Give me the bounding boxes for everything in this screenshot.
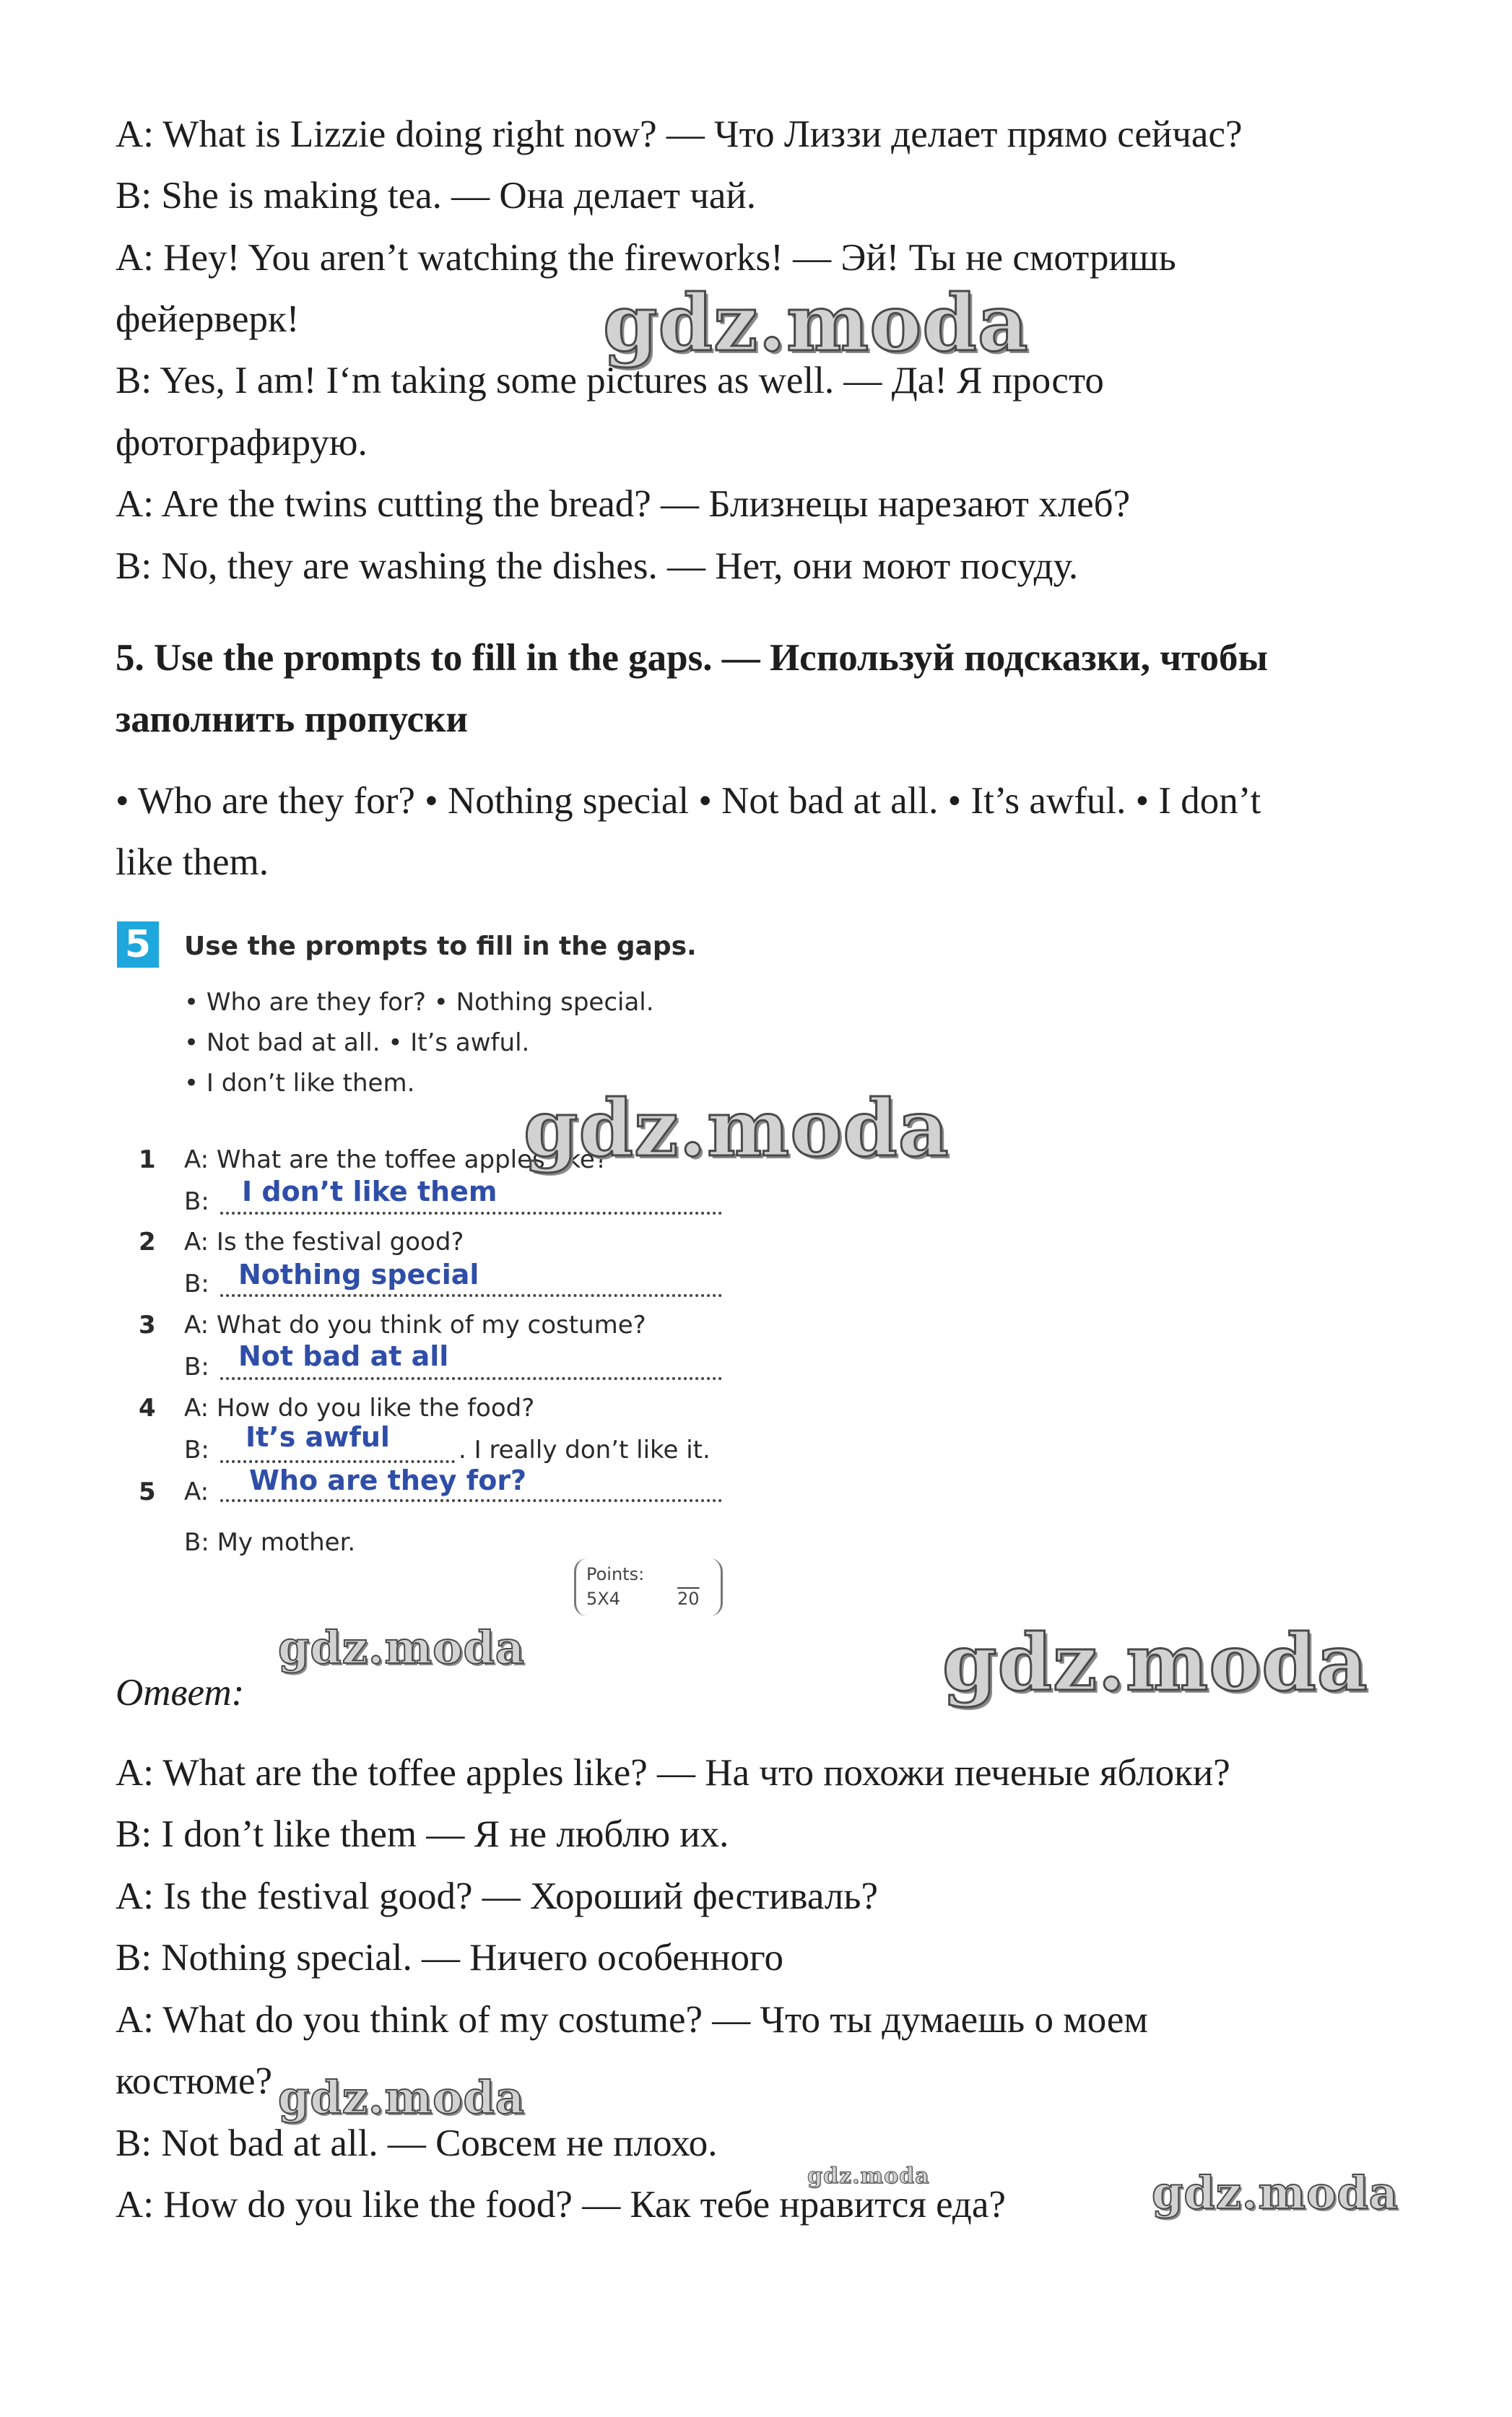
item-number: 3 [139,1311,156,1340]
watermark: gdz.moda [1152,2166,1399,2219]
dialogue-line: A: Hey! You aren’t watching the fireworks! — Эй! Ты не смотришь [116,237,1176,279]
answer-gap [220,1499,722,1502]
handwritten-answer: Who are they for? [249,1464,527,1496]
dialogue-line: B: No, they are washing the dishes. — Нет, они моют посуду. [116,545,1079,587]
dialogue-line: фотографирую. [116,422,368,464]
points-total: 20 [677,1589,700,1609]
dialogue-line: B: Yes, I am! I‘m taking some pictures as well. — Да! Я просто [116,360,1104,402]
answer-line: A: What do you think of my costume? — Что ты думаешь о моем [116,1999,1148,2041]
answer-gap [220,1212,722,1215]
answer-line: A: How do you like the food? — Как тебе нравится еда? [116,2184,1006,2226]
prompts-list: like them. [116,841,269,883]
item-question: A: How do you like the food? [184,1394,535,1423]
answer-line: B: I don’t like them — Я не люблю их. [116,1813,729,1855]
item-reply-label: B: [184,1187,209,1216]
answer-line: B: Nothing special. — Ничего особенного [116,1937,783,1979]
watermark: gdz.moda [603,278,1029,369]
answer-gap [220,1460,455,1463]
prompt-row: • Not bad at all. • It’s awful. [184,1028,530,1057]
answer-line: костюме? [116,2060,273,2102]
item-reply-label: B: [184,1436,209,1464]
handwritten-answer: I don’t like them [242,1176,498,1207]
prompt-row: • Who are they for? • Nothing special. [184,988,654,1017]
answer-line: A: Is the festival good? — Хороший фестиваль? [116,1875,878,1917]
item-number: 1 [139,1145,156,1174]
answer-gap [220,1294,722,1297]
exercise-number-badge: 5 [117,921,159,968]
item-question: A: Is the festival good? [184,1228,464,1257]
prompt-row: • I don’t like them. [184,1069,415,1098]
prompts-list: • Who are they for? • Nothing special • Not bad at all. • It’s awful. • I don’t [116,780,1261,822]
task-heading: заполнить пропуски [116,698,469,740]
watermark: gdz.moda [942,1618,1368,1709]
handwritten-answer: It’s awful [246,1421,390,1453]
handwritten-answer: Not bad at all [238,1340,449,1372]
answer-label: Ответ: [116,1672,245,1714]
item-question: A: What do you think of my costume? [184,1311,646,1340]
item-reply-tail: . I really don’t like it. [459,1436,711,1464]
dialogue-line: A: Are the twins cutting the bread? — Близнецы нарезают хлеб? [116,483,1131,525]
answer-line: A: What are the toffee apples like? — На что похожи печеные яблоки? [116,1752,1230,1794]
points-box [574,1558,723,1616]
item-reply-label: B: [184,1353,209,1381]
watermark: gdz.moda [278,1621,525,1674]
answer-line: B: Not bad at all. — Совсем не плохо. [116,2122,718,2164]
item-reply: B: My mother. [184,1528,356,1557]
watermark: gdz.moda [523,1083,950,1174]
dialogue-line: A: What is Lizzie doing right now? — Что Лиззи делает прямо сейчас? [116,113,1243,155]
watermark: gdz.moda [278,2071,525,2124]
item-number: 4 [139,1394,156,1423]
answer-gap [220,1377,722,1380]
dialogue-line: B: She is making tea. — Она делает чай. [116,175,757,217]
points-calc: 5X4 [586,1589,620,1609]
points-label: Points: [586,1564,645,1584]
dialogue-line: фейерверк! [116,298,300,340]
item-question: A: What are the toffee apples like? [184,1145,608,1174]
item-question: A: [184,1477,209,1506]
handwritten-answer: Nothing special [238,1259,479,1290]
item-reply-label: B: [184,1270,209,1298]
item-number: 5 [139,1477,156,1506]
exercise-scan [108,916,758,1638]
task-heading: 5. Use the prompts to fill in the gaps. — Используй подсказки, чтобы [116,637,1268,679]
item-number: 2 [139,1228,156,1257]
watermark: gdz.moda [807,2164,930,2189]
exercise-instruction: Use the prompts to fill in the gaps. [184,932,697,961]
